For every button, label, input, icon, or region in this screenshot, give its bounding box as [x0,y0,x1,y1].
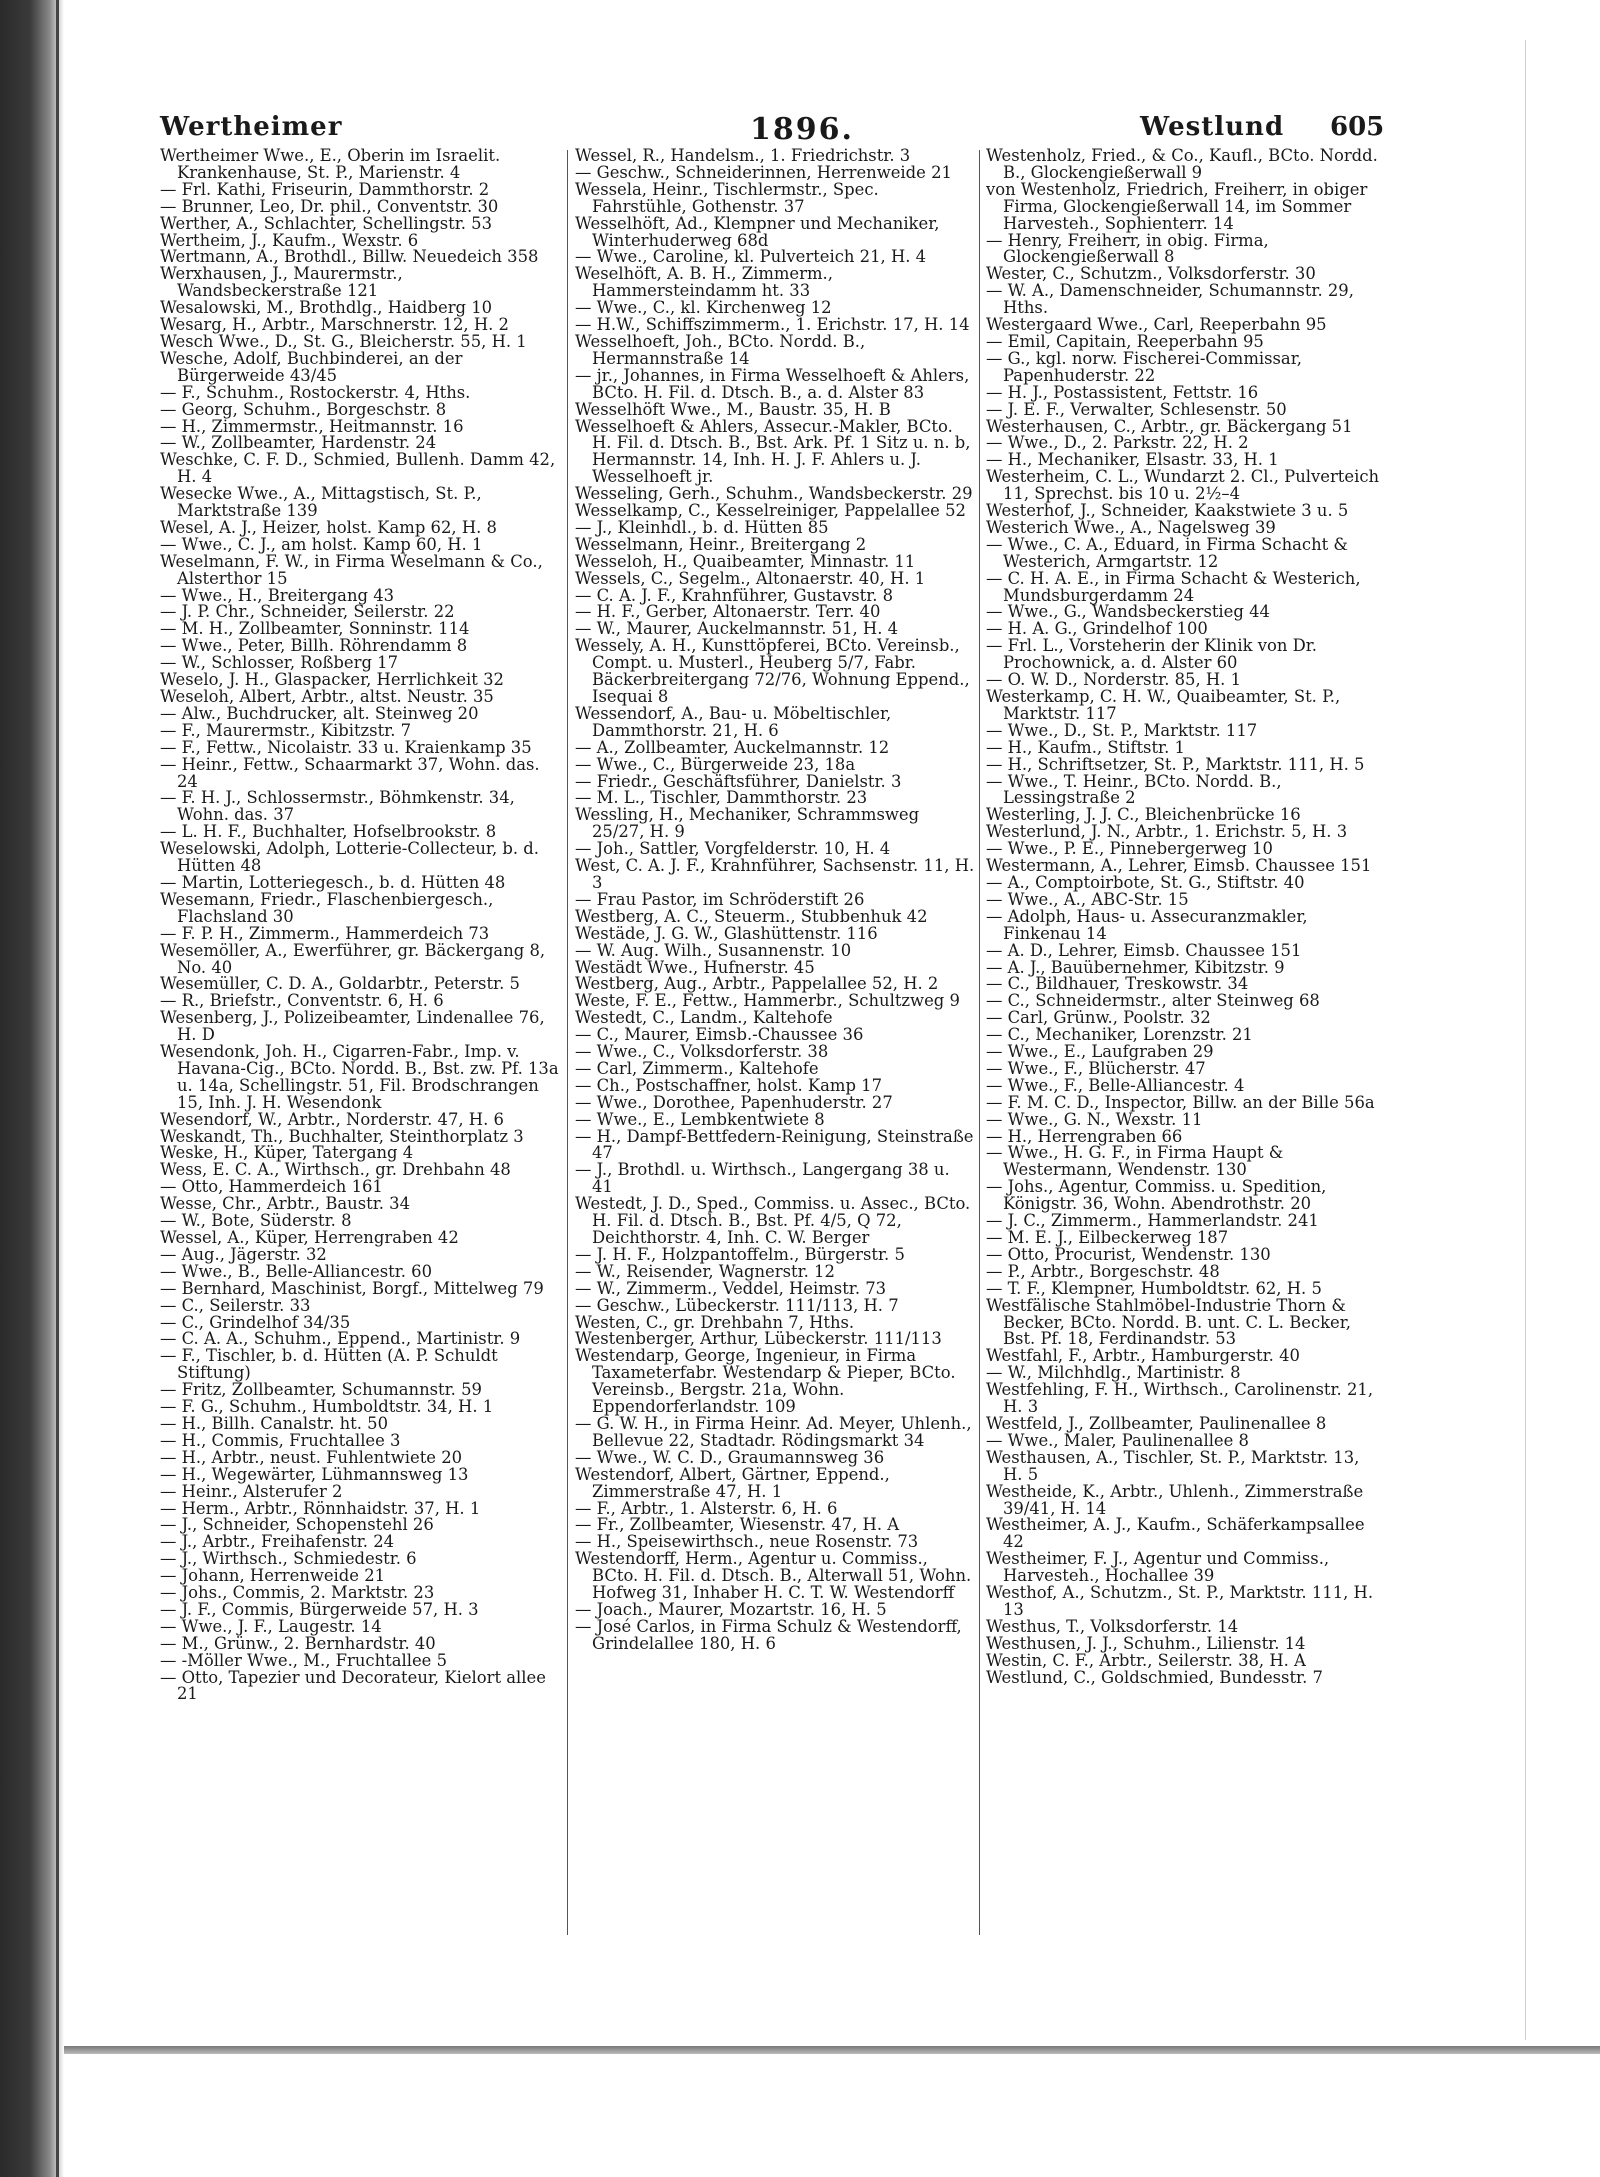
directory-entry: Wesche, Adolf, Buchbinderei, an der Bürgerweide 43/45 [160,348,463,385]
directory-entry: — Wwe., Caroline, kl. Pulverteich 21, H. 4 [575,247,927,267]
directory-entry: — J., Wirthsch., Schmiedestr. 6 [160,1549,417,1569]
directory-entry: Westheimer, A. J., Kaufm., Schäferkampsallee 42 [986,1515,1365,1552]
directory-entry: — Georg, Schuhm., Borgeschstr. 8 [160,399,447,419]
directory-entry: — H., Zimmermstr., Heitmannstr. 16 [160,416,464,436]
directory-entry: — Otto, Hammerdeich 161 [160,1177,383,1197]
directory-entry: — W. A., Damenschneider, Schumannstr. 29, Hths. [986,281,1354,318]
directory-entry: — Bernhard, Maschinist, Borgf., Mittelweg 79 [160,1278,544,1298]
directory-entry: Wessels, C., Segelm., Altonaerstr. 40, H. 1 [575,568,926,588]
directory-entry: Weselowski, Adolph, Lotterie-Collecteur, b. d. Hütten 48 [160,839,539,876]
directory-entry: Wesarg, H., Arbtr., Marschnerstr. 12, H. 2 [160,315,509,335]
directory-entry: Wessel, R., Handelsm., 1. Friedrichstr. 3 [575,148,911,165]
directory-entry: — J., Schneider, Schopenstehl 26 [160,1515,434,1535]
directory-entry: — Joach., Maurer, Mozartstr. 16, H. 5 [575,1599,887,1619]
directory-entry: Westheimer, F. J., Agentur und Commiss., Harvesteh., Hochallee 39 [986,1549,1330,1586]
directory-entry: — Wwe., H. G. F., in Firma Haupt & Westermann, Wendenstr. 130 [986,1143,1284,1180]
directory-entry: — Wwe., Maler, Paulinenallee 8 [986,1430,1249,1450]
directory-entry: — Wwe., C., kl. Kirchenweg 12 [575,298,832,318]
directory-entry: — H., Herrengraben 66 [986,1126,1183,1146]
directory-entry: — Wwe., D., 2. Parkstr. 22, H. 2 [986,433,1249,453]
directory-entry: — Brunner, Leo, Dr. phil., Conventstr. 30 [160,196,499,216]
directory-entry: Westerlund, J. N., Arbtr., 1. Erichstr. 5, H. 3 [986,822,1348,842]
directory-entry: Wesemüller, C. D. A., Goldarbtr., Peterstr. 5 [160,974,520,994]
page-gutter-line [56,0,59,2177]
directory-entry: Wesseloh, H., Quaibeamter, Minnastr. 11 [575,551,916,571]
directory-entry: — A., Zollbeamter, Auckelmannstr. 12 [575,737,890,757]
directory-entry: — H. J., Postassistent, Fettstr. 16 [986,382,1259,402]
directory-entry: — M. H., Zollbeamter, Sonninstr. 114 [160,619,470,639]
directory-entry: — M. L., Tischler, Dammthorstr. 23 [575,788,868,808]
directory-entry: Wesselhoeft, Joh., BCto. Nordd. B., Hermannstraße 14 [575,331,866,368]
directory-entry: Wester, C., Schutzm., Volksdorferstr. 30 [986,264,1316,284]
directory-entry: Westhausen, A., Tischler, St. P., Marktstr. 13, H. 5 [986,1447,1360,1484]
directory-entry: Wesalowski, M., Brothdlg., Haidberg 10 [160,298,493,318]
directory-entry: — Fr., Zollbeamter, Wiesenstr. 47, H. A [575,1515,900,1535]
directory-entry: — Frl. L., Vorsteherin der Klinik von Dr. Prochownick, a. d. Alster 60 [986,636,1318,673]
directory-entry: Westendorff, Herm., Agentur u. Commiss., BCto. H. Fil. d. Dtsch. B., Alterwall 51, Wohn. Hofweg 31, Inhaber H. C. T. W. Westendorff [575,1549,972,1603]
directory-entry: — Heinr., Fettw., Schaarmarkt 37, Wohn. das. 24 [160,754,540,791]
directory-entry: — M. E. J., Eilbeckerweg 187 [986,1228,1229,1247]
directory-entry: — -Möller Wwe., M., Fruchtallee 5 [160,1650,448,1670]
directory-entry: — C., Bildhauer, Treskowstr. 34 [986,974,1249,994]
directory-entry: — W., Zimmerm., Veddel, Heimstr. 73 [575,1278,887,1298]
directory-entry: Weseloh, Albert, Arbtr., altst. Neustr. 35 [160,687,494,706]
directory-entry: — Heinr., Alsterufer 2 [160,1481,343,1501]
directory-entry: Westermann, A., Lehrer, Eimsb. Chaussee 151 [986,856,1372,876]
column-divider [979,150,980,1935]
directory-entry: — J., Kleinhdl., b. d. Hütten 85 [575,517,829,537]
directory-entry: — G. W. H., in Firma Heinr. Ad. Meyer, Uhlenh., Bellevue 22, Stadtadr. Rödingsmarkt 34 [575,1413,972,1450]
directory-entry: — R., Briefstr., Conventstr. 6, H. 6 [160,991,444,1011]
directory-entry: Westädt Wwe., Hufnerstr. 45 [575,957,815,977]
directory-entry: — W., Bote, Süderstr. 8 [160,1211,352,1231]
directory-entry: — Emil, Capitain, Reeperbahn 95 [986,331,1264,351]
directory-entry: Westendorf, Albert, Gärtner, Eppend., Zimmerstraße 47, H. 1 [575,1464,890,1501]
directory-entry: — Johann, Herrenweide 21 [160,1566,386,1586]
directory-entry: — Henry, Freiherr, in obig. Firma, Glockengießerwall 8 [986,230,1269,267]
directory-entry: — Carl, Zimmerm., Kaltehofe [575,1058,819,1078]
directory-entry: — Alw., Buchdrucker, alt. Steinweg 20 [160,703,479,723]
directory-entry: — H. A. G., Grindelhof 100 [986,619,1208,639]
page-number: 605 [1330,112,1385,142]
directory-entry: Westendarp, George, Ingenieur, in Firma Taxameterfabr. Westendarp & Pieper, BCto. Vereinsb., Bergstr. 21a, Wohn. Eppendorferlandstr. 109 [575,1346,956,1417]
directory-entry: — F. P. H., Zimmerm., Hammerdeich 73 [160,923,490,943]
directory-entry: — H., Commis, Fruchtallee 3 [160,1430,401,1450]
directory-entry: — Carl, Grünw., Poolstr. 32 [986,1008,1211,1028]
directory-entry: Wesel, A. J., Heizer, holst. Kamp 62, H. 8 [160,517,497,537]
directory-entry: — Fritz, Zollbeamter, Schumannstr. 59 [160,1380,482,1400]
directory-entry: — H., Billh. Canalstr. ht. 50 [160,1413,389,1433]
directory-entry: — W., Reisender, Wagnerstr. 12 [575,1261,835,1281]
directory-entry: — J. C., Zimmerm., Hammerlandstr. 241 [986,1211,1319,1231]
directory-entry: — W., Schlosser, Roßberg 17 [160,653,399,673]
directory-entry: Westedt, J. D., Sped., Commiss. u. Assec., BCto. H. Fil. d. Dtsch. B., Bst. Pf. 4/5, Q 72, Deichthorstr. 4, Inh. C. W. Berger [575,1194,971,1247]
directory-entry: Westlund, C., Goldschmied, Bundesstr. 7 [986,1667,1323,1687]
directory-entry: — Wwe., G., Wandsbeckerstieg 44 [986,602,1270,622]
directory-entry: — C., Schneidermstr., alter Steinweg 68 [986,991,1320,1011]
directory-entry: Westerich Wwe., A., Nagelsweg 39 [986,517,1276,537]
directory-entry: — A., Comptoirbote, St. G., Stiftstr. 40 [986,872,1305,892]
directory-entry: Wesemöller, A., Ewerführer, gr. Bäckergang 8, No. 40 [160,940,546,977]
directory-entry: — H., Arbtr., neust. Fuhlentwiete 20 [160,1447,463,1467]
directory-entry: — Wwe., B., Belle-Alliancestr. 60 [160,1261,433,1281]
directory-entry: — Otto, Tapezier und Decorateur, Kielort allee 21 [160,1667,546,1704]
directory-entry: Weselhöft, A. B. H., Zimmerm., Hammersteindamm ht. 33 [575,264,833,301]
directory-entry: Wesecke Wwe., A., Mittagstisch, St. P., Marktstraße 139 [160,484,482,521]
directory-entry: — Friedr., Geschäftsführer, Danielstr. 3 [575,771,902,791]
directory-entry: Westerling, J. J. C., Bleichenbrücke 16 [986,805,1301,825]
directory-entry: — Frl. Kathi, Friseurin, Dammthorstr. 2 [160,179,490,199]
directory-entry: Werxhausen, J., Maurermstr., Wandsbeckerstraße 121 [160,264,403,301]
directory-entry: Westäde, J. G. W., Glashüttenstr. 116 [575,923,878,943]
header-year: 1896. [750,112,854,147]
directory-entry: Westfehling, F. H., Wirthsch., Carolinenstr. 21, H. 3 [986,1380,1374,1417]
directory-entry: — A. D., Lehrer, Eimsb. Chaussee 151 [986,940,1302,960]
directory-entry: — H., Mechaniker, Elsastr. 33, H. 1 [986,450,1279,470]
page-edge [1525,40,1526,2040]
directory-entry: Westenholz, Fried., & Co., Kaufl., BCto. Nordd. B., Glockengießerwall 9 [986,148,1378,182]
directory-entry: — Geschw., Lübeckerstr. 111/113, H. 7 [575,1295,899,1315]
directory-entry: — G., kgl. norw. Fischerei-Commissar, Papenhuderstr. 22 [986,348,1302,385]
directory-entry: — J., Brothdl. u. Wirthsch., Langergang 38 u. 41 [575,1160,950,1197]
directory-entry: — Johs., Commis, 2. Marktstr. 23 [160,1583,435,1603]
directory-entry: Wesse, Chr., Arbtr., Baustr. 34 [160,1194,411,1214]
directory-entry: — F., Schuhm., Rostockerstr. 4, Hths. [160,382,471,402]
directory-entry: Wesendonk, Joh. H., Cigarren-Fabr., Imp. v. Havana-Cig., BCto. Nordd. B., Bst. zw. Pf. 13a u. 14a, Schellingstr. 51, Fil. Brodschrangen 15, Inh. J. H. Wesendonk [160,1042,559,1112]
directory-entry: — C. H. A. E., in Firma Schacht & Westerich, Mundsburgerdamm 24 [986,568,1361,605]
directory-entry: Weske, H., Küper, Tatergang 4 [160,1143,414,1163]
directory-entry: Westberg, A. C., Steuerm., Stubbenhuk 42 [575,906,928,926]
directory-entry: Westfahl, F., Arbtr., Hamburgerstr. 40 [986,1346,1300,1366]
directory-entry: — Martin, Lotteriegesch., b. d. Hütten 48 [160,872,506,892]
directory-entry: Wertheim, J., Kaufm., Wexstr. 6 [160,230,419,250]
directory-entry: Wessling, H., Mechaniker, Schrammsweg 25/27, H. 9 [575,805,920,842]
directory-entry: — H., Speisewirthsch., neue Rosenstr. 73 [575,1532,919,1552]
directory-entry: Wesemann, Friedr., Flaschenbiergesch., Flachsland 30 [160,889,494,926]
directory-entry: — H., Dampf-Bettfedern-Reinigung, Steinstraße 47 [575,1126,974,1163]
directory-entry: Weselmann, F. W., in Firma Weselmann & Co., Alsterthor 15 [160,551,543,588]
directory-entry: — Herm., Arbtr., Rönnhaidstr. 37, H. 1 [160,1498,481,1518]
directory-entry: — Ch., Postschaffner, holst. Kamp 17 [575,1075,883,1095]
directory-entry: — H., Schriftsetzer, St. P., Marktstr. 111, H. 5 [986,754,1365,774]
directory-entry: — Otto, Procurist, Wendenstr. 130 [986,1244,1271,1264]
directory-entry: Westhusen, J. J., Schuhm., Lilienstr. 14 [986,1633,1306,1653]
directory-entry: Wertmann, A., Brothdl., Billw. Neuedeich 358 [160,247,539,267]
directory-entry: Wess, E. C. A., Wirthsch., gr. Drehbahn 48 [160,1160,511,1180]
directory-entry: — Wwe., D., St. P., Marktstr. 117 [986,720,1258,740]
directory-entry: — A. J., Bauübernehmer, Kibitzstr. 9 [986,957,1285,977]
header-last-entry: Westlund [1140,112,1285,142]
directory-entry: Wessel, A., Küper, Herrengraben 42 [160,1228,459,1247]
directory-entry: Westerhof, J., Schneider, Kaakstwiete 3 u. 5 [986,501,1349,521]
directory-entry: Weskandt, Th., Buchhalter, Steinthorplatz 3 [160,1126,524,1146]
directory-entry: — Wwe., T. Heinr., BCto. Nordd. B., Lessingstraße 2 [986,771,1282,808]
directory-entry: — F., Fettw., Nicolaistr. 33 u. Kraienkamp 35 [160,737,532,757]
directory-entry: Westergaard Wwe., Carl, Reeperbahn 95 [986,315,1327,335]
directory-entry: — Geschw., Schneiderinnen, Herrenweide 21 [575,162,952,182]
directory-entry: — H., Kaufm., Stiftstr. 1 [986,737,1185,757]
directory-column-1 [160,148,560,1938]
directory-entry: — W., Maurer, Auckelmannstr. 51, H. 4 [575,619,899,639]
directory-entry: — M., Grünw., 2. Bernhardstr. 40 [160,1633,436,1653]
directory-entry: Wessela, Heinr., Tischlermstr., Spec. Fahrstühle, Gothenstr. 37 [575,179,879,216]
directory-entry: Wesenberg, J., Polizeibeamter, Lindenallee 76, H. D [160,1008,545,1045]
directory-entry: — J. P. Chr., Schneider, Seilerstr. 22 [160,602,455,622]
directory-entry: — Wwe., H., Breitergang 43 [160,585,395,605]
directory-entry: Westfeld, J., Zollbeamter, Paulinenallee 8 [986,1413,1327,1433]
directory-entry: — H., Wegewärter, Lühmannsweg 13 [160,1464,469,1484]
directory-entry: — Wwe., C. A., Eduard, in Firma Schacht & Westerich, Armgartstr. 12 [986,534,1349,571]
directory-entry: — O. W. D., Norderstr. 85, H. 1 [986,670,1242,690]
directory-entry: Weste, F. E., Fettw., Hammerbr., Schultzweg 9 [575,991,960,1011]
directory-entry: — J., Arbtr., Freihafenstr. 24 [160,1532,395,1552]
directory-entry: Weschke, C. F. D., Schmied, Bullenh. Damm 42, H. 4 [160,450,556,487]
directory-entry: — H. F., Gerber, Altonaerstr. Terr. 40 [575,602,881,622]
directory-entry: — Wwe., F., Belle-Alliancestr. 4 [986,1075,1245,1095]
directory-entry: — Adolph, Haus- u. Assecuranzmakler, Finkenau 14 [986,906,1308,943]
directory-entry: — Wwe., E., Laufgraben 29 [986,1042,1214,1062]
directory-entry: Wertheimer Wwe., E., Oberin im Israelit. Krankenhause, St. P., Marienstr. 4 [160,148,501,182]
directory-entry: — José Carlos, in Firma Schulz & Westendorff, Grindelallee 180, H. 6 [575,1616,962,1653]
bottom-scan-edge [64,2046,1600,2054]
directory-entry: Wessely, A. H., Kunsttöpferei, BCto. Vereinsb., Compt. u. Musterl., Heuberg 5/7, Fabr. Bäckerbreitergang 72/76, Wohnung Eppend., Isequai 8 [575,636,970,706]
directory-entry: — Joh., Sattler, Vorgfelderstr. 10, H. 4 [575,839,891,859]
directory-entry: Westheide, K., Arbtr., Uhlenh., Zimmerstraße 39/41, H. 14 [986,1481,1364,1518]
directory-entry: — J. F., Commis, Bürgerweide 57, H. 3 [160,1599,479,1619]
directory-entry: — W., Zollbeamter, Hardenstr. 24 [160,433,437,453]
directory-column-3 [986,148,1384,1938]
directory-entry: Westenberger, Arthur, Lübeckerstr. 111/113 [575,1329,942,1349]
directory-entry: Westberg, Aug., Arbtr., Pappelallee 52, H. 2 [575,974,939,994]
directory-entry: — Wwe., Dorothee, Papenhuderstr. 27 [575,1092,893,1112]
directory-entry: — F. H. J., Schlossermstr., Böhmkenstr. 34, Wohn. das. 37 [160,788,515,825]
directory-entry: — C., Grindelhof 34/35 [160,1312,351,1332]
book-spine-shadow [0,0,64,2177]
directory-entry: Wesseling, Gerh., Schuhm., Wandsbeckerstr. 29 [575,484,973,504]
directory-entry: — Wwe., P. E., Pinnebergerweg 10 [986,839,1273,859]
directory-entry: Wesch Wwe., D., St. G., Bleicherstr. 55, H. 1 [160,331,527,351]
column-divider [567,150,568,1935]
directory-entry: — Frau Pastor, im Schröderstift 26 [575,889,865,909]
directory-entry: — W. Aug. Wilh., Susannenstr. 10 [575,940,852,960]
directory-entry: Westen, C., gr. Drehbahn 7, Hths. [575,1312,855,1332]
directory-entry: Westhof, A., Schutzm., St. P., Marktstr. 111, H. 13 [986,1583,1374,1619]
directory-entry: — Wwe., C., Volksdorferstr. 38 [575,1042,829,1062]
directory-entry: — F., Tischler, b. d. Hütten (A. P. Schuldt Stiftung) [160,1346,498,1383]
directory-entry: Wesselhöft, Ad., Klempner und Mechaniker, Winterhuderweg 68d [575,213,940,250]
directory-column-2 [575,148,975,1938]
directory-entry: — P., Arbtr., Borgeschstr. 48 [986,1261,1220,1281]
directory-entry: — Johs., Agentur, Commiss. u. Spedition, Königstr. 36, Wohn. Abendrothstr. 20 [986,1177,1327,1214]
directory-entry: Wesselkamp, C., Kesselreiniger, Pappelallee 52 [575,501,966,521]
directory-entry: West, C. A. J. F., Krahnführer, Sachsenstr. 11, H. 3 [575,856,975,892]
directory-entry: — F., Maurermstr., Kibitzstr. 7 [160,720,412,740]
directory-entry: — C. A. J. F., Krahnführer, Gustavstr. 8 [575,585,894,605]
directory-entry: — Aug., Jägerstr. 32 [160,1244,327,1264]
running-header [160,112,1385,152]
directory-entry: Westedt, C., Landm., Kaltehofe [575,1008,833,1028]
directory-entry: — Wwe., J. F., Laugestr. 14 [160,1616,382,1636]
directory-entry: Wesendorf, W., Arbtr., Norderstr. 47, H. 6 [160,1109,504,1129]
directory-entry: Westerhausen, C., Arbtr., gr. Bäckergang 51 [986,416,1353,436]
header-first-entry: Wertheimer [160,112,343,142]
directory-entry: — Wwe., A., ABC-Str. 15 [986,889,1189,909]
directory-entry: Westerkamp, C. H. W., Quaibeamter, St. P., Marktstr. 117 [986,687,1341,723]
directory-entry: — Wwe., F., Blücherstr. 47 [986,1058,1206,1078]
directory-entry: — Wwe., G. N., Wexstr. 11 [986,1109,1203,1129]
directory-entry: — Wwe., E., Lembkentwiete 8 [575,1109,825,1129]
directory-entry: — F., Arbtr., 1. Alsterstr. 6, H. 6 [575,1498,838,1518]
directory-entry: — C., Maurer, Eimsb.-Chaussee 36 [575,1025,864,1045]
directory-entry: Wesselmann, Heinr., Breitergang 2 [575,534,867,554]
directory-entry: — H.W., Schiffszimmerm., 1. Erichstr. 17, H. 14 [575,315,970,335]
directory-entry: — Wwe., W. C. D., Graumannsweg 36 [575,1447,885,1467]
directory-entry: Westerheim, C. L., Wundarzt 2. Cl., Pulverteich 11, Sprechst. bis 10 u. 2½–4 [986,467,1380,504]
directory-entry: — L. H. F., Buchhalter, Hofselbrookstr. 8 [160,822,497,842]
directory-entry: Wesselhöft Wwe., M., Baustr. 35, H. B [575,399,891,419]
directory-entry: — C. A. A., Schuhm., Eppend., Martinistr. 9 [160,1329,521,1349]
directory-entry: — Wwe., Peter, Billh. Röhrendamm 8 [160,636,468,656]
directory-entry: Westin, C. F., Arbtr., Seilerstr. 38, H. A [986,1650,1306,1670]
directory-entry: Westhus, T., Volksdorferstr. 14 [986,1616,1239,1636]
directory-entry: — F. M. C. D., Inspector, Billw. an der Bille 56a [986,1092,1375,1112]
directory-entry: Wesselhoeft & Ahlers, Assecur.-Makler, BCto. H. Fil. d. Dtsch. B., Bst. Ark. Pf. 1 Sitz u. n. b, Hermannstr. 14, Inh. H. J. F. Ahlers u. J. Wesselhoeft jr. [575,416,971,487]
directory-entry: — C., Seilerstr. 33 [160,1295,311,1315]
directory-entry: Westfälische Stahlmöbel-Industrie Thorn & Becker, BCto. Nordd. B. unt. C. L. Becker, Bst. Pf. 18, Ferdinandstr. 53 [986,1295,1352,1349]
directory-entry: Weselo, J. H., Glaspacker, Herrlichkeit 32 [160,670,504,690]
directory-entry: — J. H. F., Holzpantoffelm., Bürgerstr. 5 [575,1244,905,1264]
directory-entry: — Wwe., C. J., am holst. Kamp 60, H. 1 [160,534,483,554]
directory-entry: — Wwe., C., Bürgerweide 23, 18a [575,754,856,774]
directory-entry: — C., Mechaniker, Lorenzstr. 21 [986,1025,1253,1045]
directory-entry: — J. E. F., Verwalter, Schlesenstr. 50 [986,399,1287,419]
directory-entry: von Westenholz, Friedrich, Freiherr, in obiger Firma, Glockengießerwall 14, im Sommer Harvesteh., Sophienterr. 14 [986,179,1368,233]
directory-entry: — T. F., Klempner, Humboldtstr. 62, H. 5 [986,1278,1322,1298]
directory-entry: — jr., Johannes, in Firma Wesselhoeft & Ahlers, BCto. H. Fil. d. Dtsch. B., a. d. Alster 83 [575,365,970,402]
directory-entry: Wessendorf, A., Bau- u. Möbeltischler, Dammthorstr. 21, H. 6 [575,703,892,740]
directory-entry: — W., Milchhdlg., Martinistr. 8 [986,1363,1241,1383]
directory-entry: Werther, A., Schlachter, Schellingstr. 53 [160,213,493,233]
directory-entry: — F. G., Schuhm., Humboldtstr. 34, H. 1 [160,1397,494,1417]
